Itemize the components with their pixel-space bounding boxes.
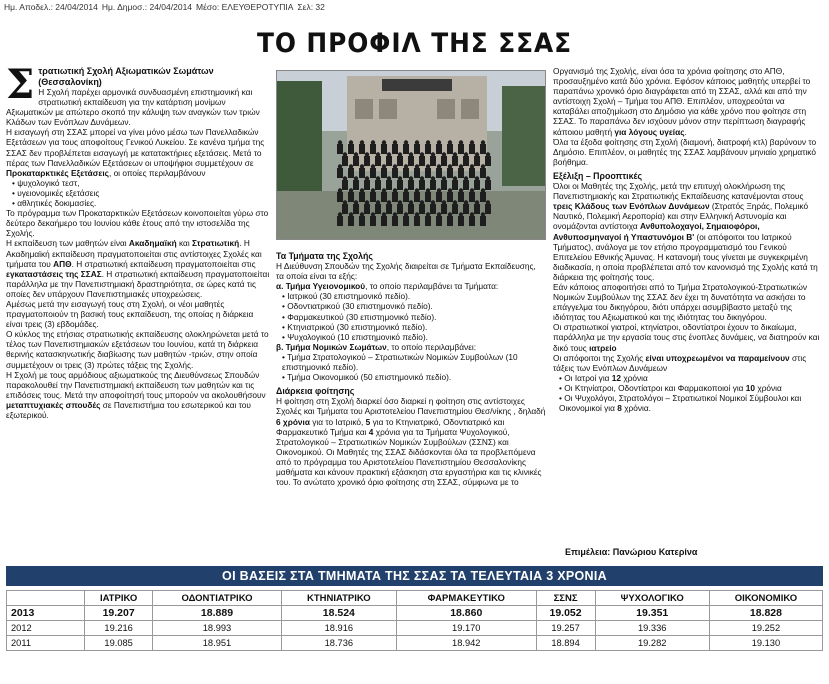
score-cell: 19.170: [397, 621, 537, 636]
cadets-photo-illustration: [277, 71, 546, 240]
table-header-cell: ΣΣΝΣ: [536, 591, 595, 606]
score-cell: 19.216: [85, 621, 153, 636]
editor-credit: Επιμέλεια: Πανώριου Κατερίνα: [565, 547, 698, 557]
clipping-meta: [4, 2, 825, 16]
article-column-3: [553, 66, 823, 566]
paragraph: Η εκπαίδευση των μαθητών είναι Ακαδημαϊκή και Στρατιωτική. Η Ακαδημαϊκή εκπαίδευση πραγματοποιείται στις αντίστοιχες Σχολές και τμήματα του ΑΠΘ. Η στρατιωτική εκπαίδευση πραγματοποιείται στις εγκαταστάσεις της ΣΣΑΣ. Η στρατιωτική εκπαίδευση πραγματοποιείται παράλληλα με την Πανεπιστημιακή δραστηριότητα, σε ώρες κατά τις οποίες δεν υπάρχουν Πανεπιστημιακές υποχρεώσεις.: [6, 238, 270, 299]
score-cell: 19.282: [595, 636, 709, 651]
meta-pub-date: Ημ. Δημοσ.: 24/04/2014: [101, 2, 193, 12]
score-cell: 18.889: [153, 606, 281, 621]
table-header-cell: ΙΑΤΡΙΚΟ: [85, 591, 153, 606]
score-cell: 19.351: [595, 606, 709, 621]
score-cell: 19.257: [536, 621, 595, 636]
score-cell: 19.252: [709, 621, 822, 636]
list-item: • υγειονομικές εξετάσεις: [12, 188, 270, 198]
paragraph: α. Τμήμα Υγειονομικού, το οποίο περιλαμβάνει τα Τμήματα:: [276, 281, 499, 292]
meta-page: Σελ: 32: [297, 2, 325, 12]
score-cell: 19.207: [85, 606, 153, 621]
score-cell: 19.085: [85, 636, 153, 651]
admission-scores-table: [6, 590, 823, 651]
paragraph: Η Σχολή παρέχει αρμονικά συνδυασμένη επιστημονική και στρατιωτική εκπαίδευση για την κατάρτιση μονίμων Αξιωματικών με απώτερο σκοπό την κάλυψη των αναγκών των τριών Κλάδων των Ενόπλων Δυνάμεων.: [6, 87, 260, 128]
paragraph: Όλοι οι Μαθητές της Σχολής, μετά την επιτυχή ολοκλήρωση της Πανεπιστημιακής και Στρατιωτικής Εκπαίδευσης κατανέμονται στους τρεις Κλάδους των Ενόπλων Δυνάμεων (Στρατός Ξηράς, Πολεμικό Ναυτικό, Πολεμική Αεροπορία) και στην Ελληνική Αστυνομία και ονομάζονται αντίστοιχα Ανθυπολοχαγοί, Σημαιοφόροι, Ανθυποσμηναγοί ή Υπαστυνόμοι Β' (οι απόφοιτοι του Ιατρικού Τμήματος), ανάλογα με τον ετήσιο προγραμματισμό του Γενικού Επιτελείου Εθνικής Άμυνας. Η κατανομή τους γίνεται με συγκεκριμένη διαδικασία, η οποία προβλέπεται από τον κανονισμό της Σχολής κατά τη διάρκεια της φοίτησής τους.: [553, 181, 818, 282]
list-item: • Τμήμα Οικονομικού (50 επιστημονικό πεδίο).: [282, 372, 546, 382]
table-banner: ΟΙ ΒΑΣΕΙΣ ΣΤΑ ΤΜΗΜΑΤΑ ΤΗΣ ΣΣΑΣ ΤΑ ΤΕΛΕΥΤΑΙΑ 3 ΧΡΟΝΙΑ: [6, 566, 823, 586]
list-item: • Οι Κτηνίατροι, Οδοντίατροι και Φαρμακοποιοί για 10 χρόνια: [559, 383, 823, 393]
score-cell: 18.828: [709, 606, 822, 621]
paragraph: Εάν κάποιος αποφοιτήσει από το Τμήμα Στρατολογικού-Στρατιωτικών Νομικών Συμβούλων της ΣΣΑΣ δεν έχει τη δυνατότητα να ασκήσει το επάγγελμα του δικηγόρου, διότι υπάρχει ασυμβίβαστο μεταξύ της ιδιότητας του Αξιωματικού και της ιδιότητας του δικηγόρου.: [553, 281, 807, 323]
table-header-cell: [7, 591, 85, 606]
department-list: [282, 291, 546, 341]
year-cell: 2012: [7, 621, 85, 636]
paragraph: Ο κύκλος της ετήσιας στρατιωτικής εκπαίδευσης ολοκληρώνεται μετά το τέλος των Πανεπιστημιακών εξετάσεων του Ιουνίου, κατά τη διάρκεια θερινής κατασκηνωτικής διαβίωσης των μαθητών -τριών, στην οποία συμμετέχουν οι τρεις (3) πρώτες τάξεις της Σχολής.: [6, 329, 269, 370]
list-item: • αθλητικές δοκιμασίες.: [12, 198, 270, 208]
meta-outlet: Μέσο: ΕΛΕΥΘΕΡΟΤΥΠΙΑ: [196, 2, 294, 12]
table-header-cell: ΚΤΗΝΙΑΤΡΙΚΟ: [281, 591, 396, 606]
meta-clip-date: Ημ. Αποδελ.: 24/04/2014: [4, 2, 98, 12]
table-row: [7, 606, 823, 621]
list-item: • Ιατρικού (30 επιστημονικό πεδίο).: [282, 291, 546, 301]
score-cell: 19.336: [595, 621, 709, 636]
list-item: • Ψυχολογικού (10 επιστημονικό πεδίο).: [282, 332, 546, 342]
list-item: • Φαρμακευτικού (30 επιστημονικό πεδίο).: [282, 312, 546, 322]
score-cell: 18.993: [153, 621, 281, 636]
paragraph: Αμέσως μετά την εισαγωγή τους στη Σχολή, οι νέοι μαθητές πραγματοποιούν τη βασική τους εκπαίδευση, της οποίας η διάρκεια είναι τρεις (3) εβδομάδες.: [6, 298, 254, 330]
section-heading: Διάρκεια φοίτησης: [276, 386, 355, 397]
paragraph: Η Σχολή με τους αρμόδιους αξιωματικούς της Διευθύνσεως Σπουδών παρακολουθεί την Πανεπιστημιακή εκπαίδευση των μαθητών και τις επιδόσεις τους. Μετά την αποφοίτησή τους μπορούν να ακολουθήσουν μεταπτυχιακές σπουδές σε Πανεπιστήμια του εσωτερικού και του εξωτερικού.: [6, 369, 266, 420]
score-cell: 18.942: [397, 636, 537, 651]
lead-heading: τρατιωτική Σχολή Αξιωματικών Σωμάτων (Θεσσαλονίκη): [38, 66, 214, 87]
score-cell: 19.052: [536, 606, 595, 621]
list-item: • Οι Ψυχολόγοι, Στρατολόγοι – Στρατιωτικοί Νομικοί Σύμβουλοι και Οικονομικοί για 8 χρόνια.: [559, 393, 823, 413]
table-header-row: [7, 591, 823, 606]
table-header-cell: ΦΑΡΜΑΚΕΥΤΙΚΟ: [397, 591, 537, 606]
dropcap: Σ: [6, 66, 35, 108]
obligation-list: [559, 373, 823, 413]
department-list: [282, 352, 546, 382]
table-row: [7, 636, 823, 651]
article-column-1: [6, 66, 270, 596]
paragraph: Η Διεύθυνση Σπουδών της Σχολής διαιρείται σε Τμήματα Εκπαίδευσης, τα οποία είναι τα εξής:: [276, 261, 536, 282]
paragraph: Οργανισμό της Σχολής, είναι όσα τα χρόνια φοίτησης στο ΑΠΘ, προσαυξημένο κατά δύο χρόνια. Εφόσον κάποιος μαθητής υπερβεί το παραπάνω χρονικό όριο διαγράφεται από τη ΣΣΑΣ, αλλά και από την αντίστοιχη Σχολή – Τμήμα του ΑΠΘ. Επιπλέον, υποχρεούται να καταβάλει αποζημίωση στο Δημόσιο για κάθε χρόνο που φοίτησε στη ΣΣΑΣ. Το παραπάνω δεν ισχύουν μόνον στην περίπτωση διαγραφής κάποιου μαθητή για λόγους υγείας.: [553, 66, 811, 137]
table-header-cell: ΟΔΟΝΤΙΑΤΡΙΚΟ: [153, 591, 281, 606]
paragraph: Όλα τα έξοδα φοίτησης στη Σχολή (διαμονή, διατροφή κτλ) βαρύνουν το Δημόσιο. Επιπλέον, οι μαθητές της ΣΣΑΣ λαμβάνουν μηνιαίο χρηματικό βοήθημα.: [553, 136, 817, 167]
paragraph: Η φοίτηση στη Σχολή διαρκεί όσο διαρκεί η φοίτηση στις αντίστοιχες Σχολές και Τμήματα του Αριστοτελείου Πανεπιστημίου Θεσ/νίκης , δηλαδή 6 χρόνια για το Ιατρικό, 5 για το Κτηνιατρικό, Οδοντιατρικό και Φαρμακευτικό Τμήμα και 4 χρόνια για τα Τμήματα Ψυχολογικού, Στρατολογικού – Στρατιωτικών Νομικών Συμβούλων (ΣΣΝΣ) και Οικονομικού. Οι Μαθητές της ΣΣΑΣ διδάσκονται όλα τα προβλεπόμενα από το πρόγραμμα του Αριστοτελείου Πανεπιστημίου Θεσσαλονίκης μαθήματα και κάνουν πρακτική εξάσκηση στα εργαστήρια και τις κλινικές του. Το ανώτατο χρονικό όριο φοίτησης στη ΣΣΑΣ, σύμφωνα με το: [276, 396, 546, 488]
article-column-2: [276, 247, 546, 567]
table-header-cell: ΟΙΚΟΝΟΜΙΚΟ: [709, 591, 822, 606]
cadets-photo: [276, 70, 546, 240]
list-item: • Οι Ιατροί για 12 χρόνια: [559, 373, 823, 383]
exam-list: [12, 178, 270, 208]
year-cell: 2013: [7, 606, 85, 621]
score-cell: 18.894: [536, 636, 595, 651]
table-row: [7, 621, 823, 636]
paragraph: β. Τμήμα Νομικών Σωμάτων, το οποίο περιλαμβάνει:: [276, 341, 477, 352]
score-cell: 18.736: [281, 636, 396, 651]
paragraph: Η εισαγωγή στη ΣΣΑΣ μπορεί να γίνει μόνο μέσω των Πανελλαδικών Εξετάσεων για τους αποφοίτους Γενικού Λυκείου. Σε κανένα τμήμα της ΣΣΑΣ δεν προβλέπεται εισαγωγή με κατατακτήριες εξετάσεις. Μετά το πέρας των Πανελλαδικών Εξετάσεων οι υποψήφιοι συμμετέχουν σε Προκαταρκτικές Εξετάσεις, οι οποίες περιλαμβάνουν: [6, 127, 265, 178]
list-item: • Κτηνιατρικού (30 επιστημονικό πεδίο).: [282, 322, 546, 332]
list-item: • ψυχολογικό τεστ,: [12, 178, 270, 188]
section-heading: Εξέλιξη – Προοπτικές: [553, 170, 643, 181]
score-cell: 18.951: [153, 636, 281, 651]
list-item: • Οδοντιατρικού (30 επιστημονικό πεδίο).: [282, 301, 546, 311]
year-cell: 2011: [7, 636, 85, 651]
list-item: • Τμήμα Στρατολογικού – Στρατιωτικών Νομικών Συμβούλων (10 επιστημονικό πεδίο).: [282, 352, 546, 372]
section-heading: Τα Τμήματα της Σχολής: [276, 251, 373, 261]
score-cell: 19.130: [709, 636, 822, 651]
table-header-cell: ΨΥΧΟΛΟΓΙΚΟ: [595, 591, 709, 606]
score-cell: 18.860: [397, 606, 537, 621]
paragraph: Το πρόγραμμα των Προκαταρκτικών Εξετάσεων κοινοποιείται γύρω στο δεύτερο δεκαήμερο του Ιουνίου κάθε έτους από την ιστοσελίδα της Σχολής.: [6, 208, 269, 239]
paragraph: Οι απόφοιτοι της Σχολής είναι υποχρεωμένοι να παραμείνουν στις τάξεις των Ενόπλων Δυνάμεων: [553, 352, 807, 373]
headline: ΤΟ ΠΡΟΦΙΛ ΤΗΣ ΣΣΑΣ: [256, 28, 573, 59]
score-cell: 18.916: [281, 621, 396, 636]
paragraph: Οι στρατιωτικοί γιατροί, κτηνίατροι, οδοντίατροι έχουν το δικαίωμα, παράλληλα με την εργασία τους στις ένοπλες δυνάμεις, να διατηρούν και δικό τους ιατρείο: [553, 322, 820, 353]
score-cell: 18.524: [281, 606, 396, 621]
